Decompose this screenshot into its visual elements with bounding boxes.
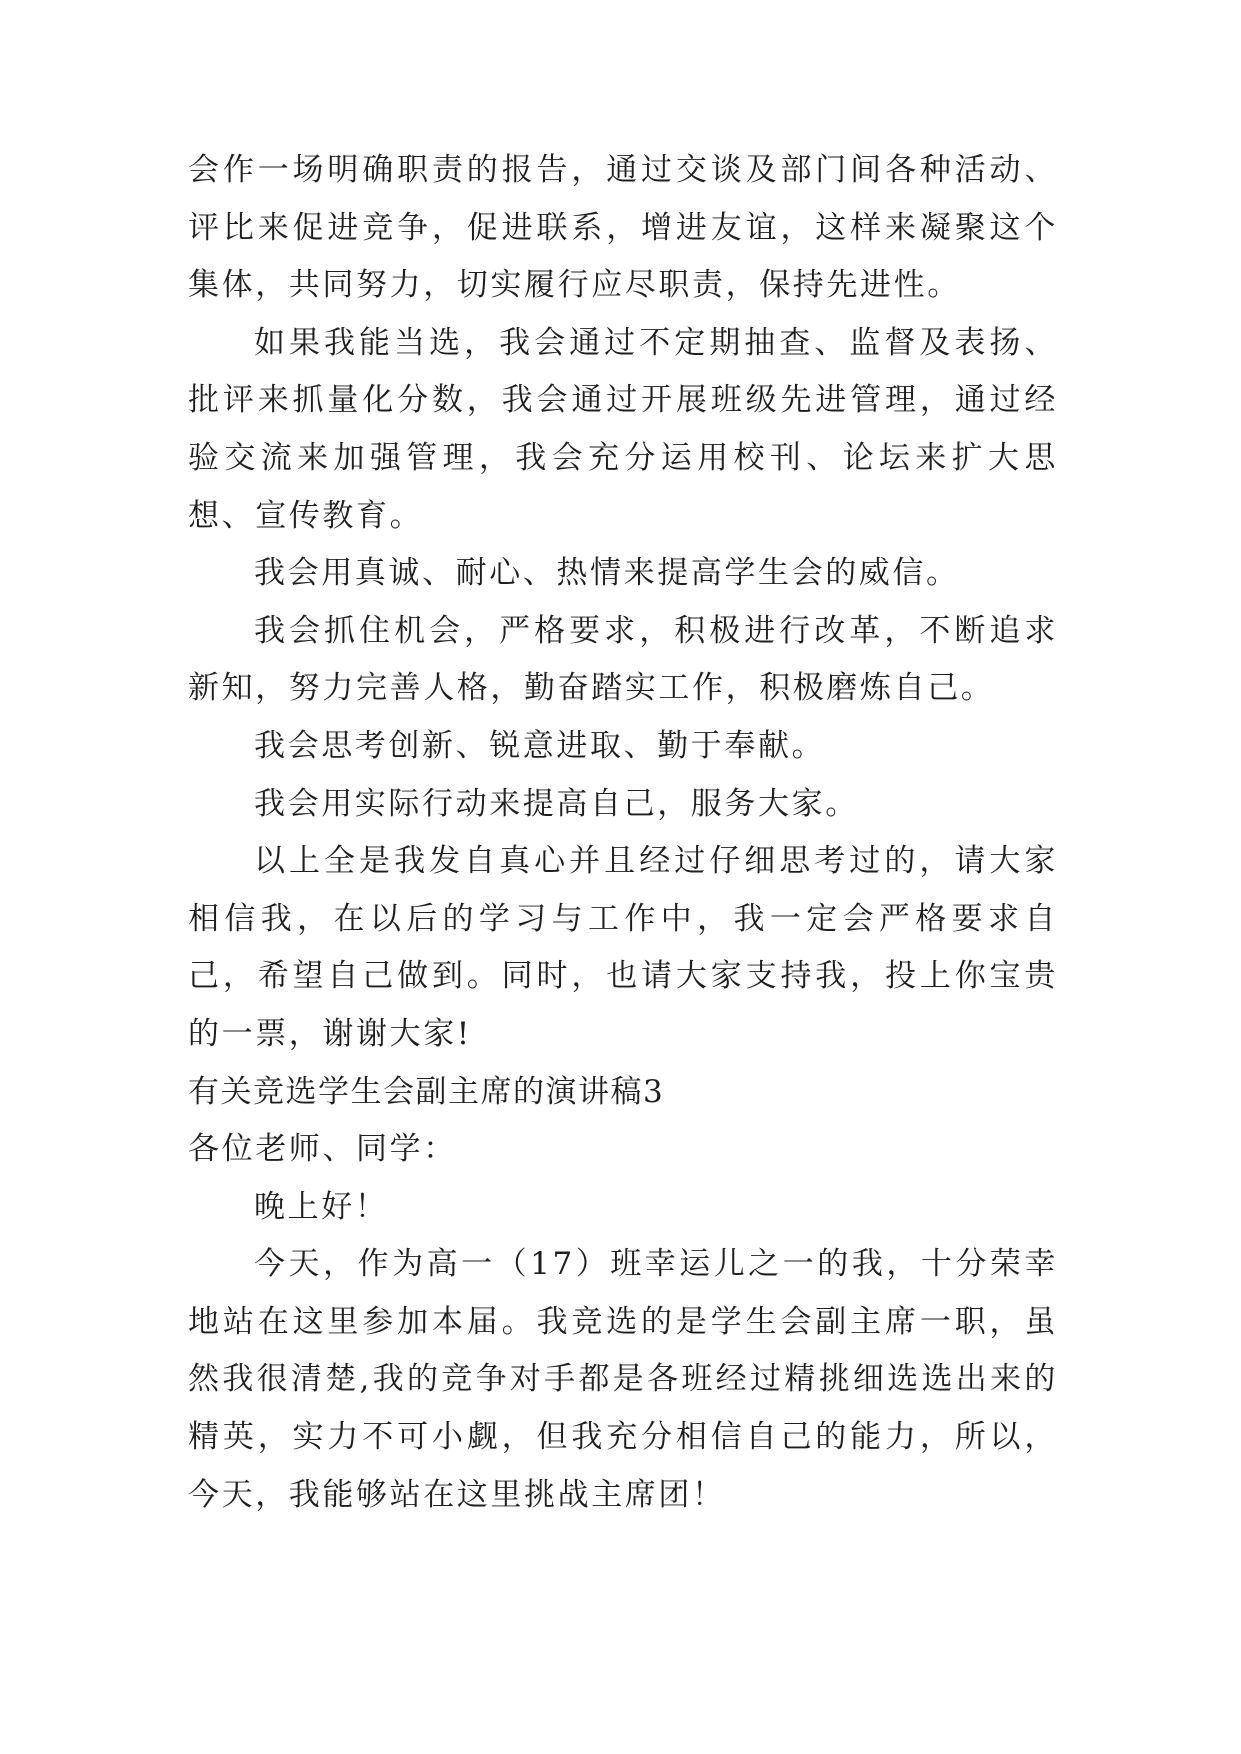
salutation: 各位老师、同学： bbox=[188, 1131, 457, 1168]
body-paragraph-1: 今天，作为高一（17）班幸运儿之一的我，十分荣幸地站在这里参加本届。我竞选的是学生会副主席一职，虽然我很清楚,我的竞争对手都是各班经过精挑细选选出来的精英，实力不可小觑，但我充分相信自己的能力，所以，今天，我能够站在这里挑战主席团！ bbox=[188, 1246, 1058, 1513]
paragraph-6: 我会用实际行动来提高自己，服务大家。 bbox=[254, 785, 859, 822]
paragraph-3: 我会用真诚、耐心、热情来提高学生会的威信。 bbox=[254, 555, 960, 592]
paragraph-7: 以上全是我发自真心并且经过仔细思考过的，请大家相信我，在以后的学习与工作中，我一定会严格要求自己，希望自己做到。同时，也请大家支持我，投上你宝贵的一票，谢谢大家! bbox=[188, 843, 1058, 1052]
paragraph-1: 会作一场明确职责的报告，通过交谈及部门间各种活动、评比来促进竞争，促进联系，增进友谊，这样来凝聚这个集体，共同努力，切实履行应尽职责，保持先进性。 bbox=[188, 152, 1058, 304]
paragraph-4: 我会抓住机会，严格要求，积极进行改革，不断追求新知，努力完善人格，勤奋踏实工作，积极磨炼自己。 bbox=[188, 612, 1058, 707]
greeting: 晚上好！ bbox=[254, 1188, 389, 1225]
paragraph-2: 如果我能当选，我会通过不定期抽查、监督及表扬、批评来抓量化分数，我会通过开展班级先进管理，通过经验交流来加强管理，我会充分运用校刊、论坛来扩大思想、宣传教育。 bbox=[188, 324, 1058, 534]
section-title: 有关竞选学生会副主席的演讲稿3 bbox=[188, 1073, 665, 1110]
paragraph-5: 我会思考创新、锐意进取、勤于奉献。 bbox=[254, 727, 826, 764]
document-page bbox=[188, 142, 1058, 1524]
